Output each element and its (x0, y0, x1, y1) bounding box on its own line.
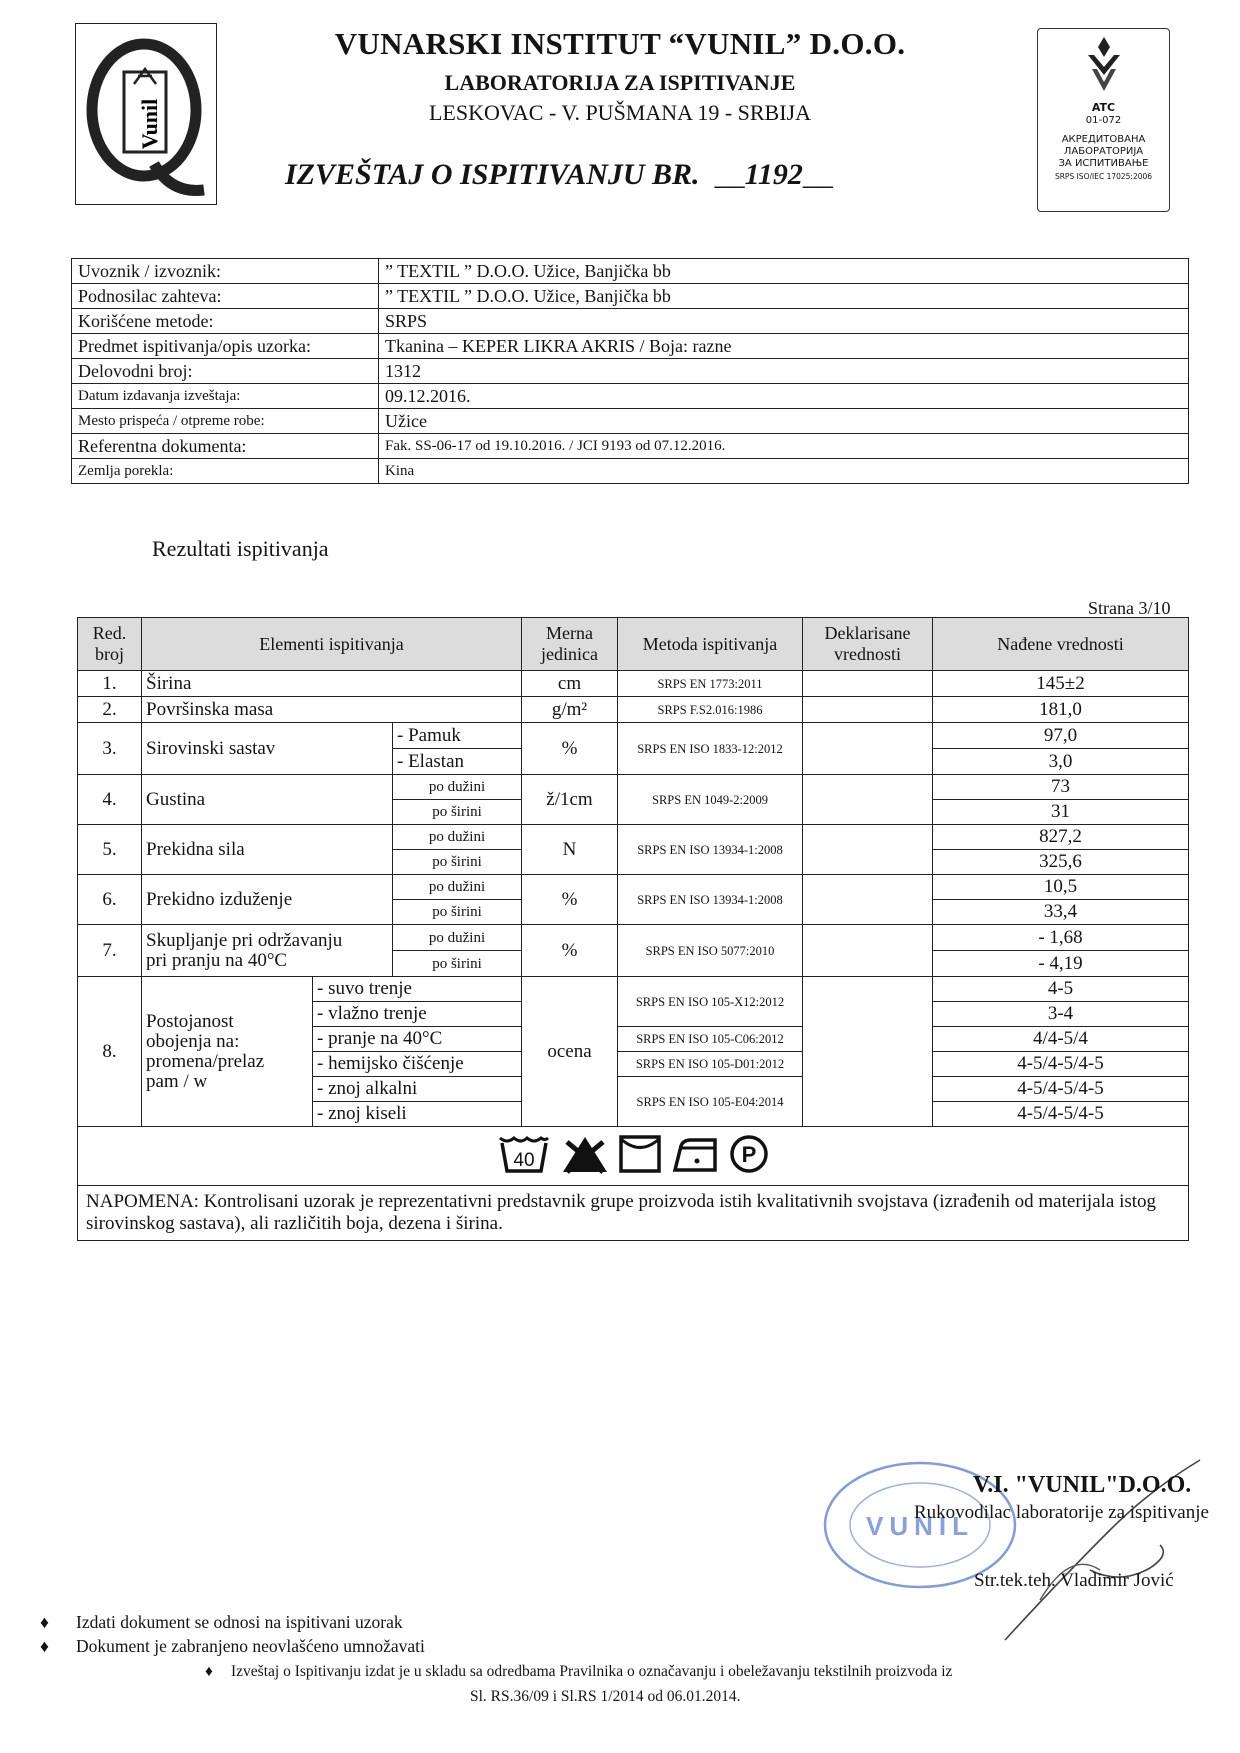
bullet-icon: ♦ (205, 1663, 213, 1680)
signature-name: Str.tek.teh. Vladimir Jović (974, 1570, 1174, 1591)
note-row (78, 1186, 1189, 1241)
row-sub: - hemijsko čišćenje (313, 1052, 522, 1077)
table-row (78, 671, 1189, 697)
table-row (78, 775, 1189, 800)
svg-text:VUNIL: VUNIL (866, 1511, 974, 1541)
row-unit: % (522, 875, 618, 925)
row-sub: po dužini (393, 875, 522, 900)
row-element-line3: promena/prelaz (146, 1050, 265, 1072)
no-bleach-icon (561, 1134, 609, 1174)
row-method: SRPS EN 1049-2:2009 (618, 775, 803, 825)
row-value: 4-5/4-5/4-5 (933, 1052, 1189, 1077)
row-sub: - suvo trenje (313, 977, 522, 1002)
row-declared (803, 775, 933, 825)
row-declared (803, 977, 933, 1127)
row-sub: po dužini (393, 925, 522, 951)
row-method: SRPS EN ISO 5077:2010 (618, 925, 803, 977)
row-method: SRPS F.S2.016:1986 (618, 697, 803, 723)
header-found: Nađene vrednosti (933, 618, 1189, 671)
row-declared (803, 671, 933, 697)
info-value: 1312 (379, 359, 1189, 384)
report-title: IZVEŠTAJ O ISPITIVANJU BR. __1192__ (285, 158, 833, 191)
row-method: SRPS EN ISO 105-C06:2012 (618, 1027, 803, 1052)
row-value: 4/4-5/4 (933, 1027, 1189, 1052)
results-title: Rezultati ispitivanja (152, 536, 329, 561)
results-table (77, 617, 1189, 1241)
info-row (72, 384, 1189, 409)
row-value: - 1,68 (933, 925, 1189, 951)
row-value: 33,4 (933, 900, 1189, 925)
atc-line1: АКРЕДИТОВАНА (1061, 134, 1146, 145)
row-sub: - znoj alkalni (313, 1077, 522, 1102)
row-sub: po širini (393, 900, 522, 925)
row-value: 97,0 (933, 723, 1189, 749)
row-value: 827,2 (933, 825, 1189, 850)
table-row (78, 723, 1189, 749)
row-sub: po dužini (393, 775, 522, 800)
table-row (78, 875, 1189, 900)
info-row (72, 334, 1189, 359)
institute-logo (75, 23, 217, 205)
row-number: 8. (78, 977, 142, 1127)
atc-line3: ЗА ИСПИТИВАЊЕ (1058, 158, 1149, 169)
info-row (72, 359, 1189, 384)
info-row (72, 259, 1189, 284)
row-sub: - znoj kiseli (313, 1102, 522, 1127)
info-row (72, 434, 1189, 459)
info-label: Uvoznik / izvoznik: (72, 259, 379, 284)
dry-clean-p-icon (729, 1134, 769, 1174)
row-element-line1: Skupljanje pri održavanju (146, 929, 343, 951)
info-label: Korišćene metode: (72, 309, 379, 334)
row-declared (803, 723, 933, 775)
row-declared (803, 825, 933, 875)
row-element: Površinska masa (142, 697, 522, 723)
row-method: SRPS EN ISO 105-D01:2012 (618, 1052, 803, 1077)
header-element: Elementi ispitivanja (142, 618, 522, 671)
footnote-1 (40, 1612, 403, 1633)
info-value: Fak. SS-06-17 od 19.10.2016. / JCI 9193 od 07.12.2016. (379, 434, 1189, 459)
row-element (142, 977, 313, 1127)
row-declared (803, 697, 933, 723)
info-label: Referentna dokumenta: (72, 434, 379, 459)
row-number: 7. (78, 925, 142, 977)
row-unit: % (522, 723, 618, 775)
info-row (72, 309, 1189, 334)
row-value: 73 (933, 775, 1189, 800)
svg-text:Vunil: Vunil (137, 98, 162, 150)
info-value: Kina (379, 459, 1189, 484)
row-method: SRPS EN ISO 13934-1:2008 (618, 875, 803, 925)
row-value: 10,5 (933, 875, 1189, 900)
row-declared (803, 925, 933, 977)
footnote-3 (205, 1663, 952, 1681)
atc-number: 01-072 (1085, 115, 1122, 126)
header-no: Red. broj (78, 618, 142, 671)
table-row (78, 697, 1189, 723)
row-number: 1. (78, 671, 142, 697)
care-symbols (78, 1127, 1189, 1186)
row-declared (803, 875, 933, 925)
footnote-text: Izdati dokument se odnosi na ispitivani uzorak (76, 1612, 403, 1632)
signature-organization: V.I. "VUNIL"D.O.O. (973, 1472, 1192, 1498)
row-method: SRPS EN 1773:2011 (618, 671, 803, 697)
row-value: 3-4 (933, 1002, 1189, 1027)
info-value: Užice (379, 409, 1189, 434)
row-element-line1: Postojanost (146, 1010, 234, 1032)
row-value: 4-5 (933, 977, 1189, 1002)
info-value: Tkanina – KEPER LIKRA AKRIS / Boja: razne (379, 334, 1189, 359)
info-label: Delovodni broj: (72, 359, 379, 384)
info-label: Datum izdavanja izveštaja: (72, 384, 379, 409)
report-number: 1192 (744, 158, 803, 191)
care-symbols-row (78, 1127, 1189, 1186)
bullet-icon: ♦ (40, 1636, 49, 1656)
row-unit: ocena (522, 977, 618, 1127)
table-row (78, 977, 1189, 1002)
row-value: 325,6 (933, 850, 1189, 875)
row-element: Prekidno izduženje (142, 875, 393, 925)
row-unit: % (522, 925, 618, 977)
page-number: Strana 3/10 (1088, 598, 1171, 618)
row-value: 3,0 (933, 749, 1189, 775)
atc-line2: ЛАБОРАТОРИЈА (1063, 146, 1144, 157)
row-sub: - vlažno trenje (313, 1002, 522, 1027)
row-unit: cm (522, 671, 618, 697)
row-value: 4-5/4-5/4-5 (933, 1102, 1189, 1127)
row-number: 6. (78, 875, 142, 925)
row-method: SRPS EN ISO 1833-12:2012 (618, 723, 803, 775)
row-sub: po širini (393, 850, 522, 875)
iron-icon (671, 1134, 719, 1174)
row-method: SRPS EN ISO 105-E04:2014 (618, 1077, 803, 1127)
row-element-line2: obojenja na: (146, 1030, 240, 1052)
row-unit: g/m² (522, 697, 618, 723)
row-element-line4: pam / w (146, 1070, 208, 1092)
row-sub: - pranje na 40°C (313, 1027, 522, 1052)
row-element: Sirovinski sastav (142, 723, 393, 775)
results-header-row (78, 618, 1189, 671)
info-label: Zemlja porekla: (72, 459, 379, 484)
header-declared: Deklarisane vrednosti (803, 618, 933, 671)
row-element (142, 925, 393, 977)
signature-role: Rukovodilac laboratorije za ispitivanje (914, 1502, 1209, 1523)
row-number: 2. (78, 697, 142, 723)
institute-name: VUNARSKI INSTITUT “VUNIL” D.O.O. (334, 26, 906, 61)
info-value: ” TEXTIL ” D.O.O. Užice, Banjička bb (379, 259, 1189, 284)
row-value: - 4,19 (933, 951, 1189, 977)
footnote-text: Dokument je zabranjeno neovlašćeno umnožavati (76, 1636, 425, 1656)
header-method: Metoda ispitivanja (618, 618, 803, 671)
row-value: 181,0 (933, 697, 1189, 723)
info-value: 09.12.2016. (379, 384, 1189, 409)
report-title-prefix: IZVEŠTAJ O ISPITIVANJU BR. (285, 158, 700, 191)
svg-text:40: 40 (513, 1149, 535, 1171)
row-sub: po širini (393, 951, 522, 977)
svg-text:P: P (741, 1141, 757, 1167)
atc-standard: SRPS ISO/IEC 17025:2006 (1054, 172, 1153, 181)
footnote-2 (40, 1636, 425, 1657)
table-row (78, 925, 1189, 951)
row-sub: - Elastan (393, 749, 522, 775)
row-sub: po širini (393, 800, 522, 825)
row-value: 4-5/4-5/4-5 (933, 1077, 1189, 1102)
info-label: Mesto prispeća / otpreme robe: (72, 409, 379, 434)
info-value: SRPS (379, 309, 1189, 334)
logo-q-icon (76, 24, 216, 204)
table-row (78, 825, 1189, 850)
row-method: SRPS EN ISO 13934-1:2008 (618, 825, 803, 875)
info-row (72, 459, 1189, 484)
row-element: Gustina (142, 775, 393, 825)
row-element: Prekidna sila (142, 825, 393, 875)
note-text: NAPOMENA: Kontrolisani uzorak je reprezentativni predstavnik grupe proizvoda istih kvalitativnih svojstava (izrađenih od materijala istog sirovinskog sastava), ali različitih boja, dezena i širina. (78, 1186, 1189, 1241)
row-method: SRPS EN ISO 105-X12:2012 (618, 977, 803, 1027)
tumble-dry-icon (619, 1134, 661, 1174)
row-element: Širina (142, 671, 522, 697)
lab-address: LESKOVAC - V. PUŠMANA 19 - SRBIJA (428, 100, 812, 125)
accreditation-badge (1037, 28, 1170, 212)
info-row (72, 409, 1189, 434)
row-number: 4. (78, 775, 142, 825)
row-sub: po dužini (393, 825, 522, 850)
wash-40-icon (497, 1134, 551, 1174)
row-element-line2: pri pranju na 40°C (146, 949, 288, 971)
row-value: 31 (933, 800, 1189, 825)
atc-code: ATC (1091, 101, 1116, 114)
footnote-text: Izveštaj o Ispitivanju izdat je u skladu sa odredbama Pravilnika o označavanju i obeležavanju tekstilnih proizvoda iz (231, 1663, 953, 1680)
row-number: 5. (78, 825, 142, 875)
report-info-table (71, 258, 1189, 484)
footnote-4: Sl. RS.36/09 i Sl.RS 1/2014 od 06.01.2014. (470, 1688, 741, 1705)
info-row (72, 284, 1189, 309)
info-value: ” TEXTIL ” D.O.O. Užice, Banjička bb (379, 284, 1189, 309)
row-sub: - Pamuk (393, 723, 522, 749)
lab-name: LABORATORIJA ZA ISPITIVANJE (444, 70, 796, 95)
bullet-icon: ♦ (40, 1612, 49, 1632)
info-label: Podnosilac zahteva: (72, 284, 379, 309)
row-value: 145±2 (933, 671, 1189, 697)
header-unit: Merna jedinica (522, 618, 618, 671)
info-label: Predmet ispitivanja/opis uzorka: (72, 334, 379, 359)
row-unit: N (522, 825, 618, 875)
atc-logo-icon (1084, 35, 1124, 93)
row-number: 3. (78, 723, 142, 775)
row-unit: ž/1cm (522, 775, 618, 825)
